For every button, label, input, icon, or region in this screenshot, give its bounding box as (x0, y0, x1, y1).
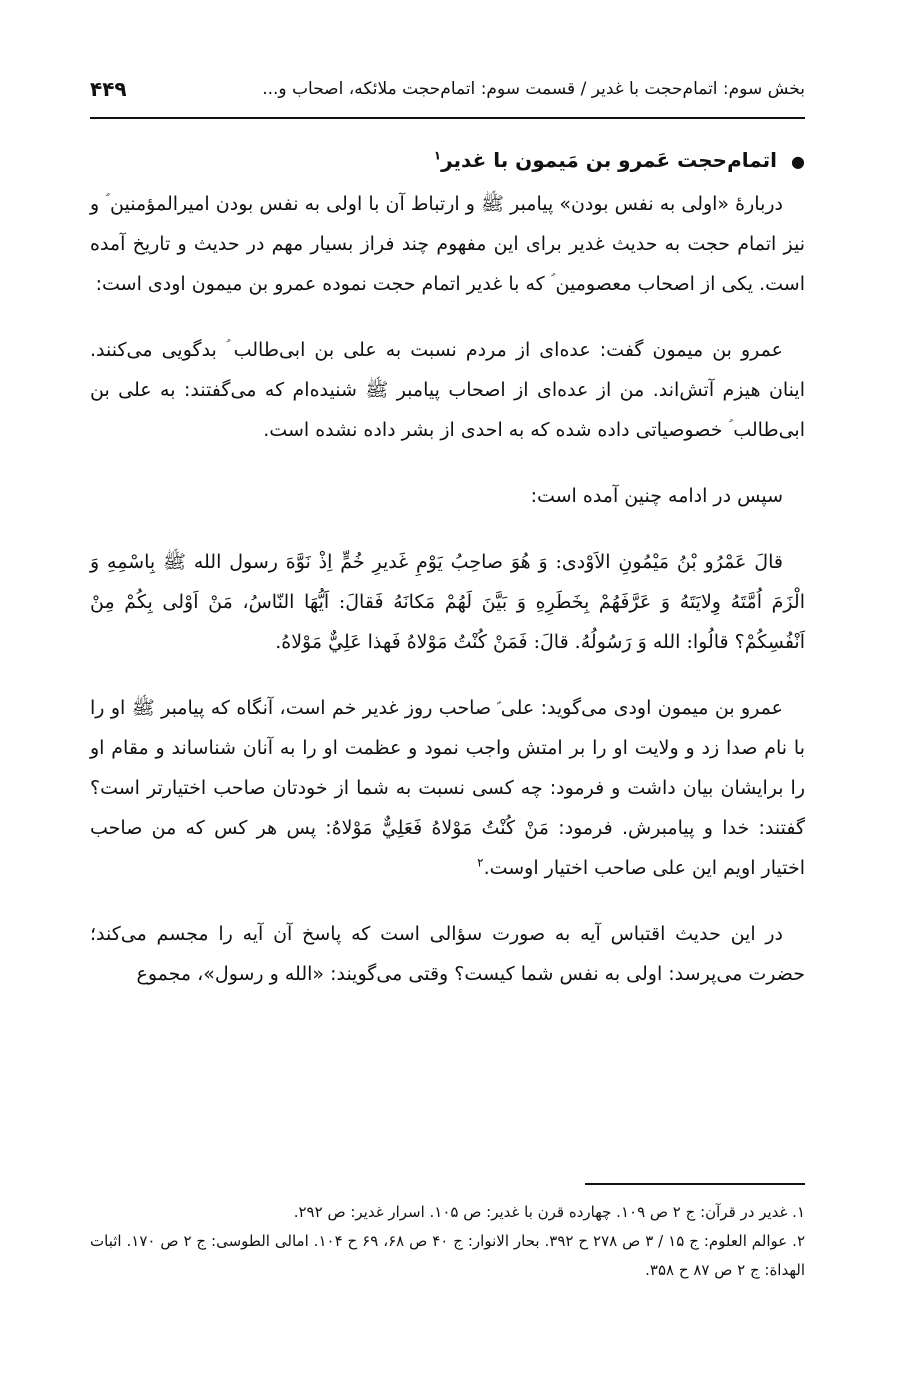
bullet-icon: ● (791, 151, 805, 171)
paragraph-translation-text: عمرو بن میمون اودی می‌گوید: علی ؑ صاحب روز غدیر خم است، آنگاه که پیامبر ﷺ او را با نام صدا زد و ولایت او را بر امتش واجب نمود و عظمت او را به آنان شناساند و مقام او را برایشان بیان داشت و فرمود: چه کسی نسبت به شما از خودتان صاحب اختیارتر است؟ گفتند: خدا و پیامبرش. فرمود: مَنْ كُنْتُ مَوْلاهُ فَعَلِيٌّ مَوْلاهُ: پس هر کس که من صاحب اختیار اویم این علی صاحب اختیار اوست. (90, 696, 805, 879)
page-number: ۴۴۹ (90, 77, 127, 101)
paragraph-translation (90, 688, 805, 888)
section-heading (90, 140, 805, 182)
paragraph-quote-persian: عمرو بن میمون گفت: عده‌ای از مردم نسبت به علی بن ابی‌طالب ؑ بدگویی می‌کنند. اینان هیزم آتش‌اند. من از عده‌ای از اصحاب پیامبر ﷺ شنیده‌ام که می‌گفتند: به علی بن ابی‌طالب ؑ خصوصیاتی داده شده که به احدی از بشر داده نشده است. (90, 338, 805, 441)
section-heading-text: اتمام‌حجت عَمرو بن مَیمون با غدیر (441, 148, 778, 172)
footnotes (90, 1198, 805, 1285)
paragraph-transition: سپس در ادامه چنین آمده است: (530, 484, 783, 507)
main-text (90, 136, 805, 1020)
footnote-2: ۲. عوالم العلوم: ج ۱۵ / ۳ ص ۲۷۸ ح ۳۹۲. بحار الانوار: ج ۴۰ ص ۶۸، ۶۹ ح ۱۰۴. امالی الطوسی: ج ۲ ص ۱۷۰. اثبات الهداة: ج ۲ ص ۸۷ ح ۳۵۸. (90, 1232, 805, 1279)
paragraph-intro: دربارۀ «اولی به نفس بودن» پیامبر ﷺ و ارتباط آن با اولی به نفس بودن امیرالمؤمنین ؑ و نیز اتمام حجت به حدیث غدیر برای این مفهوم چند فراز بسیار مهم در حدیث و تاریخ آمده است. یکی از اصحاب معصومین ؑ که با غدیر اتمام حجت نموده عمرو بن میمون اودی است: (90, 192, 805, 295)
running-title: بخش سوم: اتمام‌حجت با غدیر / قسمت سوم: اتمام‌حجت ملائکه، اصحاب و... (262, 79, 805, 99)
book-page (90, 0, 805, 1390)
paragraph-arabic-hadith: قالَ عَمْرُو بْنُ مَيْمُونِ الاَوْدی: وَ هُوَ صاحِبُ يَوْمِ غَديرِ خُمٍّ اِذْ نَوَّهَ رسول الله ﷺ بِاسْمِهِ وَ الْزَمَ اُمَّتَهُ وِلايَتَهُ وَ عَرَّفَهُمْ بِخَطَرِهِ وَ بَيَّنَ لَهُمْ مَكانَهُ فَقالَ: اَيُّهَا النّاسُ، مَنْ اَوْلى بِكُمْ مِنْ اَنْفُسِكُمْ؟ قالُوا: الله وَ رَسُولُهُ. قالَ: فَمَنْ كُنْتُ مَوْلاهُ فَهذا عَلِيٌّ مَوْلاهُ. (90, 550, 805, 653)
footnote-ref-2: ۲ (477, 855, 484, 870)
paragraph-analysis: در این حدیث اقتباس آیه به صورت سؤالی است که پاسخ آن آیه را مجسم می‌کند؛ حضرت می‌پرسد: اولی به نفس شما کیست؟ وقتی می‌گویند: «الله و رسول»، مجموع (90, 922, 805, 985)
footnote-1: ۱. غدیر در قرآن: ج ۲ ص ۱۰۹. چهارده قرن با غدیر: ص ۱۰۵. اسرار غدیر: ص ۲۹۲. (293, 1203, 805, 1221)
running-header (90, 74, 805, 104)
header-rule (90, 117, 805, 119)
footnote-ref-1: ۱ (433, 148, 442, 163)
footnote-rule (585, 1183, 805, 1185)
